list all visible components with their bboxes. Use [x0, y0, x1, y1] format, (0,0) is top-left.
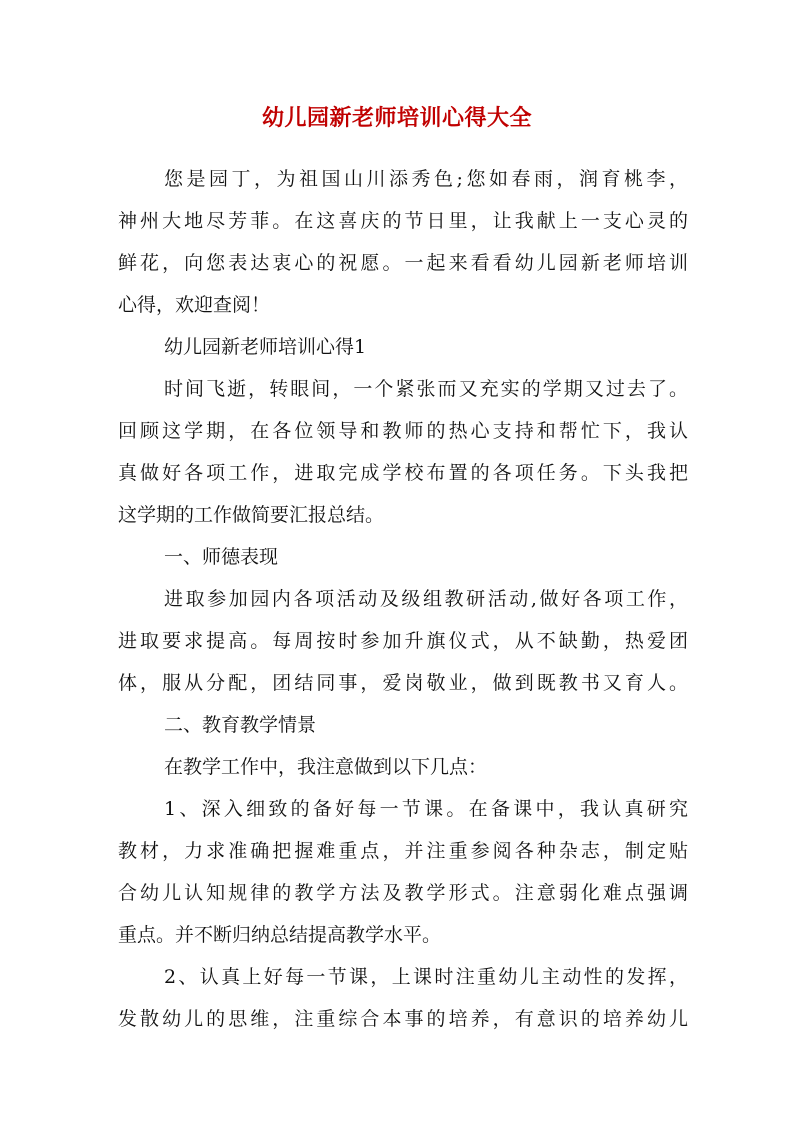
text-line: 您是园丁，为祖国山川添秀色;您如春雨，润育桃李，: [164, 168, 688, 190]
text-line: 1、深入细致的备好每一节课。在备课中，我认真研究: [164, 798, 688, 820]
text-line: 在教学工作中，我注意做到以下几点：: [164, 756, 488, 778]
text-line: 教材，力求准确把握难重点，并注重参阅各种杂志，制定贴: [118, 840, 688, 862]
text-line: 神州大地尽芳菲。在这喜庆的节日里，让我献上一支心灵的: [118, 210, 688, 232]
text-line: 真做好各项工作，进取完成学校布置的各项任务。下头我把: [118, 462, 688, 484]
text-line: 心得，欢迎查阅！: [118, 294, 271, 316]
text-line: 鲜花，向您表达衷心的祝愿。一起来看看幼儿园新老师培训: [118, 252, 688, 274]
text-line: 合幼儿认知规律的教学方法及教学形式。注意弱化难点强调: [118, 882, 688, 904]
document-title: 幼儿园新老师培训心得大全: [261, 105, 532, 131]
text-line: 回顾这学期，在各位领导和教师的热心支持和帮忙下，我认: [118, 420, 688, 442]
text-line: 发散幼儿的思维，注重综合本事的培养，有意识的培养幼儿: [118, 1008, 688, 1030]
text-line: 2、认真上好每一节课，上课时注重幼儿主动性的发挥，: [164, 966, 688, 988]
text-line: 一、师德表现: [164, 546, 279, 568]
text-line: 重点。并不断归纳总结提高教学水平。: [118, 924, 442, 946]
text-line: 二、教育教学情景: [164, 714, 317, 736]
text-line: 这学期的工作做简要汇报总结。: [118, 504, 385, 526]
document-body: [118, 158, 688, 1040]
text-line: 体，服从分配，团结同事，爱岗敬业，做到既教书又育人。: [118, 672, 688, 694]
text-line: 时间飞逝，转眼间，一个紧张而又充实的学期又过去了。: [164, 378, 688, 400]
text-line: 进取要求提高。每周按时参加升旗仪式，从不缺勤，热爱团: [118, 630, 688, 652]
text-line: 进取参加园内各项活动及级组教研活动,做好各项工作，: [164, 588, 688, 610]
text-line: 幼儿园新老师培训心得1: [164, 336, 367, 358]
